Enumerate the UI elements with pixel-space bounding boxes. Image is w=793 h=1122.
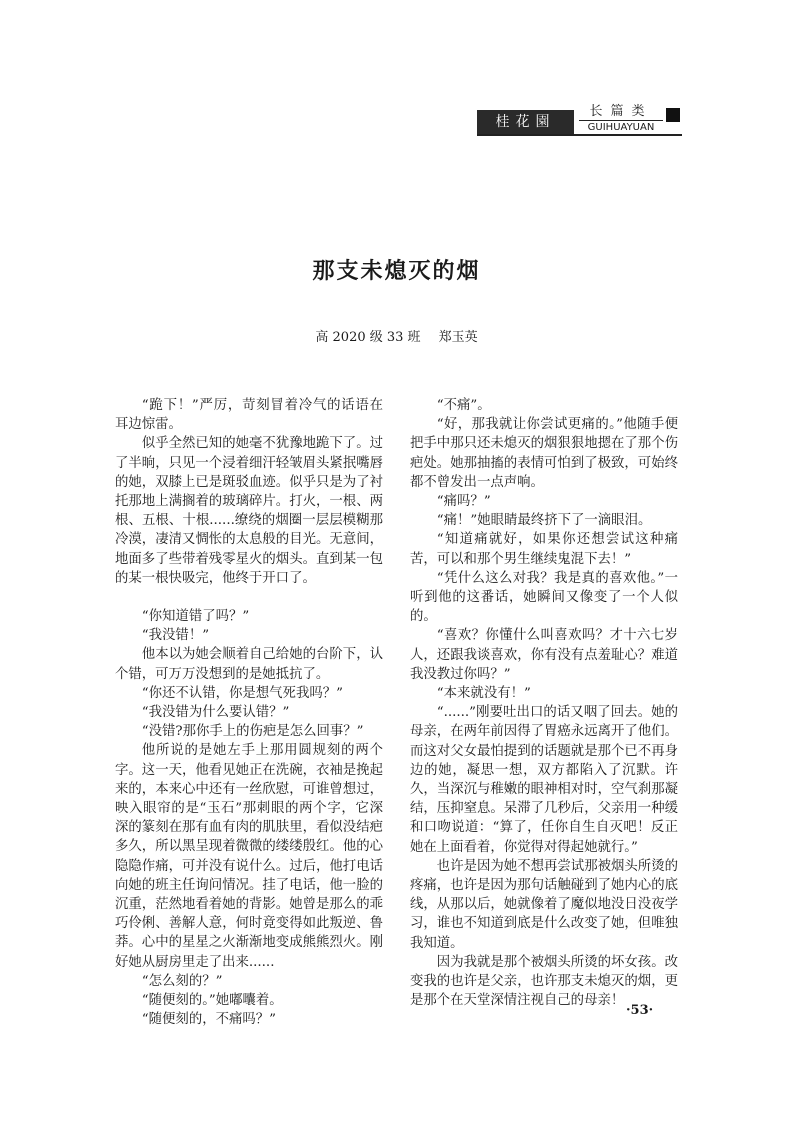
paragraph: 似乎全然已知的她毫不犹豫地跪下了。过了半晌，只见一个浸着细汗轻皱眉头紧抿嘴唇的她，双膝上已是斑驳血迹。似乎只是为了衬托那地上满搁着的玻璃碎片。打火，一根、两根、五根、十根......缭绕的烟圈一层层模糊那冷漠，凄清又惆怅的太息般的目光。无意间，地面多了些带着残零星火的烟头。直到某一包的某一根快吸完，他终于开口了。 (115, 436, 383, 586)
paragraph: “痛！”她眼睛最终挤下了一滴眼泪。 (436, 513, 652, 529)
paragraph: “痛吗？” (436, 494, 491, 510)
byline (0, 326, 793, 345)
paragraph: “怎么刻的？” (141, 973, 223, 989)
paragraph: “我没错！” (141, 628, 210, 644)
article-title: 那支未熄灭的烟 (312, 259, 481, 284)
paragraph: “......”刚要吐出口的话又咽了回去。她的母亲，在两年前因得了胃癌永远离开了他们。而这对父女最怕提到的话题就是那个已不再身边的她，凝思一想，双方都陷入了沉默。许久，当深沉与稚嫩的眼神相对时，空气刹那凝结，压抑窒息。呆滞了几秒后，父亲用一种缓和口吻说道：“算了，任你自生自灭吧！反正她在上面看着，你觉得对得起她就行。” (410, 705, 678, 855)
paragraph: “喜欢？你懂什么叫喜欢吗？才十六七岁人，还跟我谈喜欢，你有没有点羞耻心？难道我没教过你吗？” (410, 628, 678, 682)
paragraph: “我没错为什么要认错？” (141, 705, 290, 721)
paragraph: “好，那我就让你尝试更痛的。”他随手便把手中那只还未熄灭的烟狠狠地摁在了那个伤疤处。她那抽搐的表情可怕到了极致，可始终都不曾发出一点声响。 (410, 417, 678, 490)
left-column (115, 396, 383, 1030)
page-number: ·53· (626, 1003, 654, 1018)
author-name: 郑玉英 (438, 330, 478, 345)
paragraph: “随便刻的。”她嘟囔着。 (141, 993, 283, 1009)
paragraph: “本来就没有！” (436, 686, 531, 702)
paragraph: “没错?那你手上的伤疤是怎么回事？” (141, 724, 364, 740)
section-badge: 桂花園 (477, 110, 574, 134)
author-class: 高 2020 级 33 班 (315, 330, 421, 345)
paragraph: “随便刻的，不痛吗？” (141, 1012, 277, 1028)
paragraph: “不痛”。 (436, 398, 491, 413)
header-underline (477, 134, 682, 136)
paragraph: 也许是因为她不想再尝试那被烟头所烫的疼痛，也许是因为那句话触碰到了她内心的底线，从那以后，她就像着了魔似地没日没夜学习，谁也不知道到底是什么改变了她，但唯独我知道。 (410, 858, 678, 951)
section-pinyin: GUIHUAYUAN (587, 122, 655, 133)
paragraph: “知道痛就好，如果你还想尝试这种痛苦，可以和那个男生继续鬼混下去！” (410, 532, 678, 567)
paragraph: “你知道错了吗？” (141, 609, 250, 625)
category-label: 长篇类 (589, 104, 653, 119)
paragraph: 他本以为她会顺着自己给她的台阶下，认个错，可万万没想到的是她抵抗了。 (115, 647, 383, 682)
paragraph: “跪下！”严厉，苛刻冒着冷气的话语在耳边惊雷。 (115, 398, 383, 433)
paragraph: “凭什么这么对我？我是真的喜欢他。”一听到他的这番话，她瞬间又像变了一个人似的。 (410, 570, 678, 625)
right-column (410, 396, 678, 1011)
column-header (477, 104, 682, 138)
header-square-icon (666, 108, 680, 122)
paragraph: “你还不认错，你是想气死我吗？” (141, 685, 343, 701)
paragraph: 因为我就是那个被烟头所烫的坏女孩。改变我的也许是父亲，也许那支未熄灭的烟，更是那个在天堂深情注视自己的母亲！ (410, 954, 678, 1009)
paragraph: 他所说的是她左手上那用圆规刻的两个字。这一天，他看见她正在洗碗，衣袖是挽起来的，本来心中还有一丝欣慰，可谁曾想过，映入眼帘的是“玉石”那刺眼的两个字，它深深的篆刻在那有血有肉的肌肤里，看似没结疤多久，所以黑呈现着微微的缕缕殷红。他的心隐隐作痛，可并没有说什么。过后，他打电话向她的班主任询问情况。挂了电话，他一脸的沉重，茫然地看着她的背影。她曾是那么的乖巧伶俐、善解人意，何时竟变得如此叛逆、鲁莽。心中的星星之火渐渐地变成熊熊烈火。刚好她从厨房里走了出来...... (115, 743, 383, 970)
